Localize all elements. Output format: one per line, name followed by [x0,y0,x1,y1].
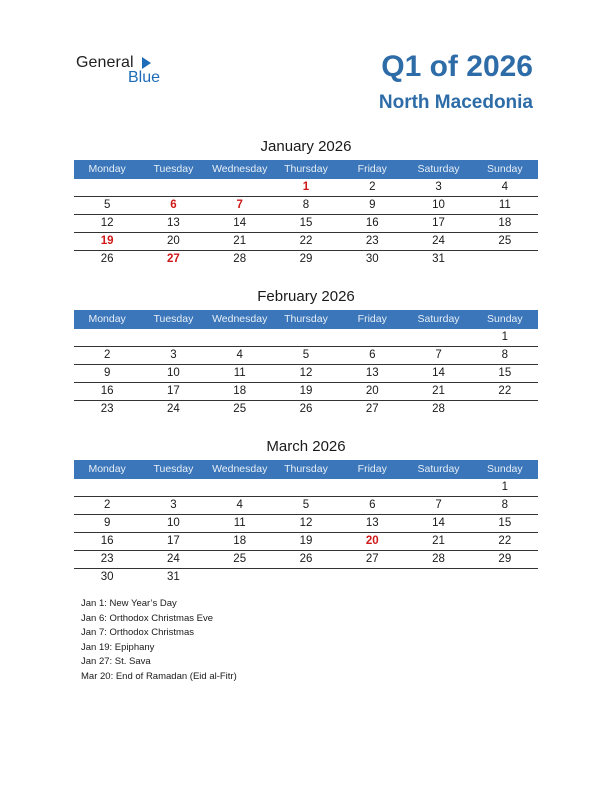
day-cell: 19 [299,385,313,397]
week-row [74,479,538,497]
day-cell: 24 [167,403,180,415]
day-cell: 17 [167,535,180,547]
day-cell: 15 [299,217,313,229]
logo-text-blue: Blue [128,69,161,86]
day-cell: 4 [501,181,509,193]
weekday-label: Saturday [417,313,460,325]
day-cell: 27 [365,403,379,415]
weekday-label: Tuesday [153,313,194,325]
day-cell: 11 [233,517,246,529]
week-row [74,515,538,533]
day-cell: 9 [103,517,111,529]
day-cell: 1 [501,331,509,343]
empty-day-cell [405,479,471,496]
holiday-notes [81,597,237,684]
empty-day-cell [472,569,538,586]
holiday-note: Jan 6: Orthodox Christmas Eve [81,612,213,624]
day-cell: 21 [432,385,445,397]
holiday-note: Jan 7: Orthodox Christmas [81,627,194,638]
month-calendar [74,286,538,418]
day-cell: 28 [432,553,445,565]
empty-day-cell [140,179,206,196]
day-cell: 25 [233,553,247,565]
day-cell: 29 [299,253,313,265]
day-cell: 5 [302,499,310,511]
day-cell: 8 [302,199,310,211]
weekday-header [74,160,538,179]
weekday-label: Saturday [417,163,460,175]
weekday-label: Thursday [284,463,328,475]
day-cell: 24 [432,235,445,247]
week-row [74,215,538,233]
holiday-day-cell: 6 [170,199,177,211]
day-cell: 3 [435,181,442,193]
empty-day-cell [339,569,405,586]
day-cell: 11 [233,367,246,379]
week-row [74,329,538,347]
day-cell: 2 [103,349,111,361]
month-title: March 2026 [266,438,346,455]
day-cell: 16 [100,535,114,547]
weekday-label: Friday [357,463,387,475]
empty-day-cell [273,329,339,346]
day-cell: 26 [299,553,313,565]
holiday-note: Jan 27: St. Sava [81,656,151,667]
day-cell: 28 [432,403,445,415]
day-cell: 14 [233,217,247,229]
day-cell: 14 [432,367,445,379]
weekday-label: Monday [88,313,126,325]
day-cell: 3 [170,349,177,361]
week-row [74,197,538,215]
day-cell: 19 [299,535,313,547]
day-cell: 27 [365,553,379,565]
day-cell: 26 [299,403,313,415]
empty-day-cell [74,479,140,496]
empty-day-cell [405,329,471,346]
weekday-label: Tuesday [153,163,194,175]
day-cell: 15 [498,517,512,529]
holiday-note: Mar 20: End of Ramadan (Eid al-Fitr) [81,670,237,682]
day-cell: 12 [299,367,313,379]
day-cell: 22 [498,385,512,397]
day-cell: 18 [233,535,247,547]
empty-day-cell [207,329,273,346]
weekday-label: Wednesday [212,313,268,325]
holiday-day-cell: 7 [236,199,243,211]
day-cell: 29 [498,553,512,565]
month-calendar [74,136,538,268]
week-row [74,365,538,383]
day-cell: 2 [369,181,376,193]
day-cell: 3 [170,499,177,511]
day-cell: 25 [498,235,512,247]
weekday-label: Thursday [284,313,328,325]
logo-text-general: General [76,54,134,71]
day-cell: 6 [369,349,376,361]
weekday-label: Monday [88,163,126,175]
holiday-note: Jan 1: New Year’s Day [81,598,177,609]
day-cell: 17 [167,385,180,397]
day-cell: 8 [501,499,509,511]
empty-day-cell [339,329,405,346]
day-cell: 8 [501,349,509,361]
holiday-day-cell: 19 [100,235,114,247]
weekday-label: Thursday [284,163,328,175]
week-row [74,533,538,551]
weekday-label: Tuesday [153,463,194,475]
day-cell: 20 [365,385,379,397]
holiday-day-cell: 1 [302,181,310,193]
week-row [74,569,538,586]
day-cell: 4 [236,499,243,511]
holiday-note: Jan 19: Epiphany [81,641,155,653]
day-cell: 13 [365,367,379,379]
day-cell: 16 [100,385,114,397]
day-cell: 26 [100,253,114,265]
day-cell: 7 [435,499,442,511]
empty-day-cell [273,569,339,586]
day-cell: 12 [100,217,114,229]
weekday-label: Sunday [487,463,523,475]
logo-flag-icon [142,57,151,69]
week-row [74,347,538,365]
weekday-label: Wednesday [212,163,268,175]
country-name: North Macedonia [378,92,533,113]
day-cell: 22 [299,235,313,247]
day-cell: 2 [103,499,111,511]
week-row [74,251,538,268]
empty-day-cell [207,479,273,496]
weekday-label: Wednesday [212,463,268,475]
month-title: February 2026 [257,288,355,305]
day-cell: 25 [233,403,247,415]
weekday-label: Sunday [487,163,523,175]
day-cell: 18 [233,385,247,397]
day-cell: 18 [498,217,512,229]
week-row [74,233,538,251]
empty-day-cell [405,569,471,586]
weekday-label: Monday [88,463,126,475]
day-cell: 14 [432,517,445,529]
week-row [74,383,538,401]
day-cell: 6 [369,499,376,511]
empty-day-cell [472,251,538,268]
empty-day-cell [140,479,206,496]
weekday-label: Friday [357,163,387,175]
weekday-header [74,460,538,479]
day-cell: 21 [432,535,445,547]
day-cell: 30 [365,253,379,265]
day-cell: 23 [100,403,114,415]
day-cell: 31 [167,571,180,583]
empty-day-cell [472,401,538,418]
empty-day-cell [74,179,140,196]
day-cell: 15 [498,367,512,379]
weekday-label: Friday [357,313,387,325]
day-cell: 10 [167,367,180,379]
weekday-label: Saturday [417,463,460,475]
day-cell: 5 [302,349,310,361]
day-cell: 23 [100,553,114,565]
day-cell: 24 [167,553,180,565]
week-row [74,401,538,418]
empty-day-cell [207,569,273,586]
day-cell: 12 [299,517,313,529]
day-cell: 20 [167,235,180,247]
day-cell: 22 [498,535,512,547]
week-row [74,497,538,515]
day-cell: 30 [100,571,114,583]
day-cell: 11 [498,199,511,211]
day-cell: 13 [167,217,180,229]
day-cell: 1 [501,481,509,493]
week-row [74,551,538,569]
holiday-day-cell: 27 [167,253,180,265]
day-cell: 10 [432,199,445,211]
empty-day-cell [74,329,140,346]
day-cell: 4 [236,349,243,361]
day-cell: 16 [365,217,379,229]
empty-day-cell [140,329,206,346]
day-cell: 9 [369,199,376,211]
brand-logo [76,54,176,88]
day-cell: 23 [365,235,379,247]
weekday-label: Sunday [487,313,523,325]
month-calendar [74,436,538,586]
day-cell: 7 [435,349,442,361]
holiday-day-cell: 20 [365,535,379,547]
month-title: January 2026 [260,138,352,155]
page-title: Q1 of 2026 [381,50,533,83]
weekday-header [74,310,538,329]
day-cell: 31 [432,253,445,265]
day-cell: 10 [167,517,180,529]
empty-day-cell [207,179,273,196]
day-cell: 17 [432,217,445,229]
day-cell: 13 [365,517,379,529]
day-cell: 28 [233,253,247,265]
day-cell: 9 [103,367,111,379]
day-cell: 21 [233,235,247,247]
day-cell: 5 [103,199,111,211]
empty-day-cell [339,479,405,496]
empty-day-cell [273,479,339,496]
week-row [74,179,538,197]
